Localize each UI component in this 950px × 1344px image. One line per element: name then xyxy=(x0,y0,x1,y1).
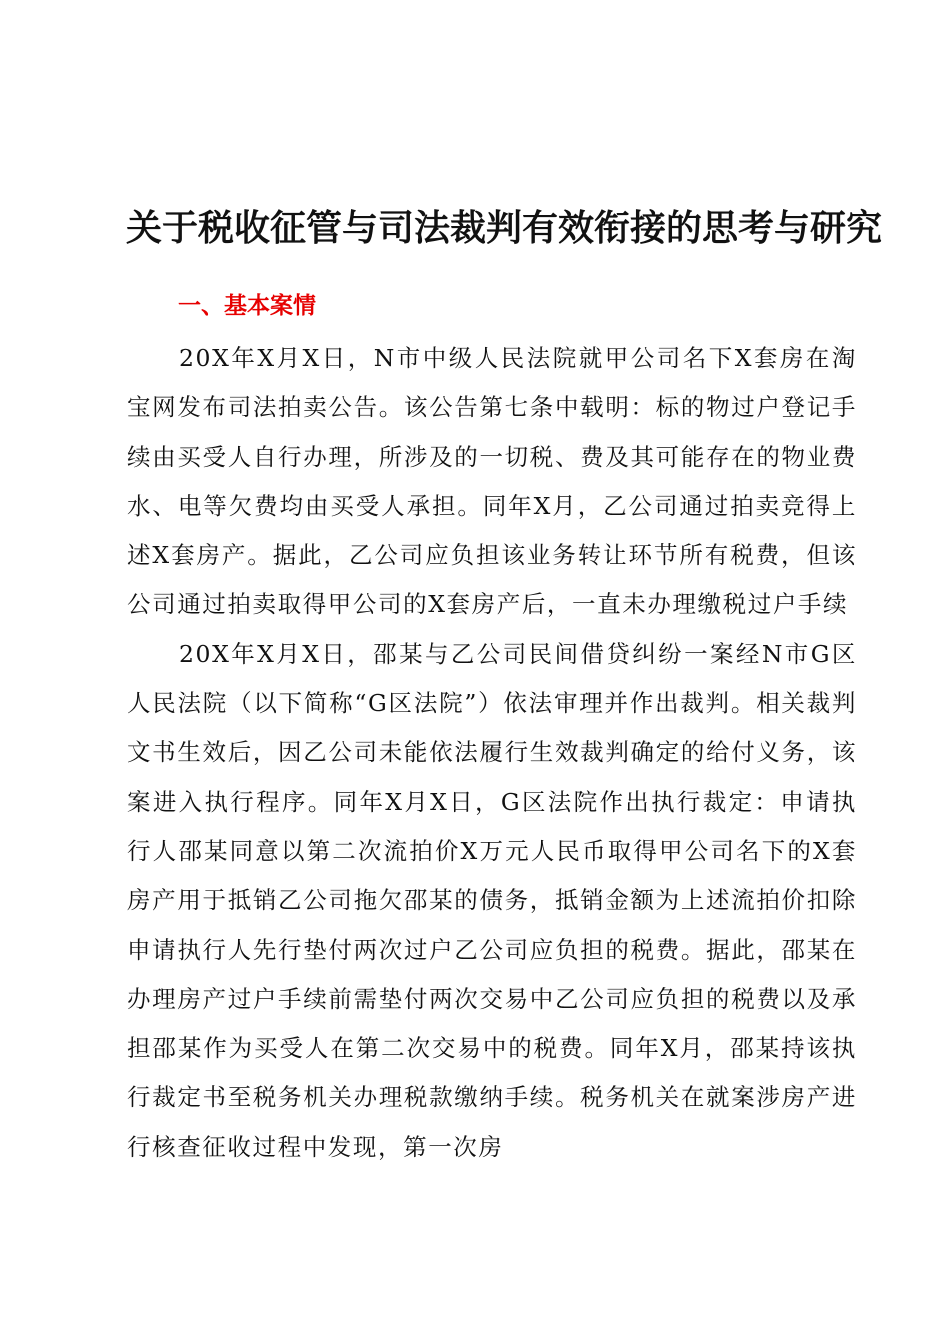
paragraph: 20X年X月X日，邵某与乙公司民间借贷纠纷一案经N市G区人民法院（以下简称“G区法院”）依法审理并作出裁判。相关裁判文书生效后，因乙公司未能依法履行生效裁判确定的给付义务，该案进入执行程序。同年X月X日，G区法院作出执行裁定：申请执行人邵某同意以第二次流拍价X万元人民币取得甲公司名下的X套房产用于抵销乙公司拖欠邵某的债务，抵销金额为上述流拍价扣除申请执行人先行垫付两次过户乙公司应负担的税费。据此，邵某在办理房产过户手续前需垫付两次交易中乙公司应负担的税费以及承担邵某作为买受人在第二次交易中的税费。同年X月，邵某持该执行裁定书至税务机关办理税款缴纳手续。税务机关在就案涉房产进行核查征收过程中发现，第一次房 xyxy=(127,639,857,1161)
paragraph: 20X年X月X日，N市中级人民法院就甲公司名下X套房在淘宝网发布司法拍卖公告。该公告第七条中载明：标的物过户登记手续由买受人自行办理，所涉及的一切税、费及其可能存在的物业费水、电等欠费均由买受人承担。同年X月，乙公司通过拍卖竞得上述X套房产。据此，乙公司应负担该业务转让环节所有税费，但该公司通过拍卖取得甲公司的X套房产后，一直未办理缴税过户手续 xyxy=(127,344,857,619)
section-heading: 一、基本案情 xyxy=(178,293,316,319)
document-title: 关于税收征管与司法裁判有效衔接的思考与研究 xyxy=(126,207,883,249)
section-body xyxy=(127,334,857,1172)
